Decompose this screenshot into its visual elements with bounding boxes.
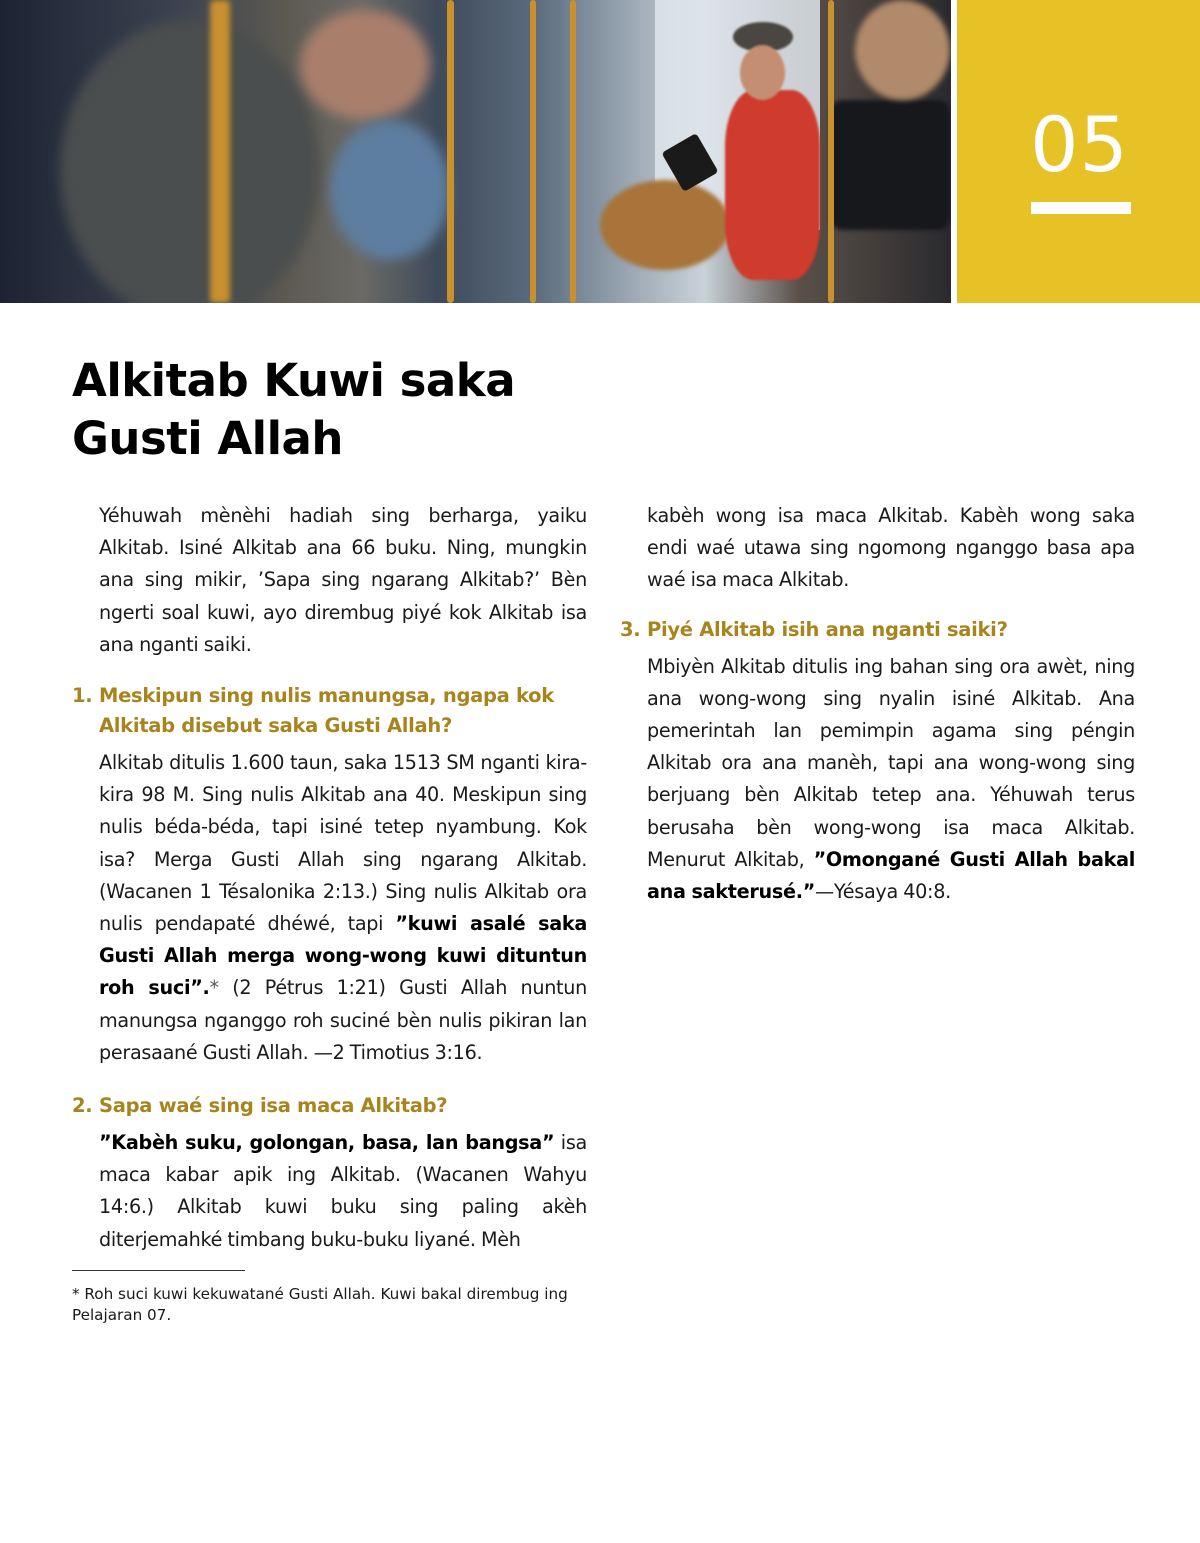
- hero-photo: [0, 0, 951, 303]
- question-text: Piyé Alkitab isih ana nganti saiki?: [647, 617, 1008, 641]
- question-text: Meskipun sing nulis manungsa, ngapa kok Alkitab disebut saka Gusti Allah?: [99, 684, 554, 738]
- photo-trousers: [600, 180, 730, 270]
- photo-standing-passenger: [855, 0, 950, 100]
- answer-2-continued: kabèh wong isa maca Alkitab. Kabèh wong saka endi waé utawa sing ngomong nganggo basa apa waé isa maca Alkitab.: [647, 504, 1135, 592]
- photo-pole: [530, 0, 536, 303]
- chapter-badge: [957, 0, 1200, 303]
- photo-pole: [210, 0, 230, 303]
- question-3: [620, 615, 1135, 645]
- footnote-block: [72, 1270, 592, 1326]
- answer-text: Mbiyèn Alkitab ditulis ing bahan sing ora awèt, ning ana wong-wong sing nyalin isiné Alkitab. Ana pemerintah lan pemimpin agama sing péngin Alkitab ora ana manèh, tapi ana wong-wong sing berjuang bèn Alkitab tetep ana. Yéhuwah terus berusaha bèn wong-wong isa maca Alkitab. Menurut Alkitab,: [647, 654, 1135, 871]
- answer-2-paragraph: [72, 1127, 587, 1256]
- scripture-quote: ”Omongané Gusti Allah bakal ana sakterusé.”: [647, 847, 1136, 904]
- question-2: [72, 1091, 587, 1121]
- photo-shirt: [330, 120, 450, 260]
- photo-blur-passenger: [60, 20, 320, 303]
- photo-red-jacket: [725, 90, 820, 280]
- page-title: Alkitab Kuwi saka Gusti Allah: [72, 354, 516, 465]
- chapter-number: 05: [1030, 100, 1129, 189]
- photo-pole: [447, 0, 454, 303]
- scripture-quote: ”Kabèh suku, golongan, basa, lan bangsa”: [99, 1131, 555, 1155]
- scripture-reference: —Yésaya 40:8.: [815, 880, 951, 904]
- question-number: 1.: [72, 684, 93, 708]
- footnote-divider: [72, 1270, 245, 1271]
- right-column: [620, 500, 1135, 908]
- footnote-marker[interactable]: *: [209, 976, 219, 1000]
- left-column: [72, 500, 587, 1326]
- question-number: 3.: [620, 617, 641, 641]
- answer-3-paragraph: [620, 651, 1135, 909]
- chapter-underline: [1031, 202, 1131, 214]
- answer-text: Alkitab ditulis 1.600 taun, saka 1513 SM nganti kira-kira 98 M. Sing nulis Alkitab ana 40. Meskipun sing nulis béda-béda, tapi isiné tetep nyambung. Kok isa? Merga Gusti Allah sing ngarang Alkitab. (Wacanen 1 Tésalonika 2:13.) Sing nulis Alkitab ora nulis pendapaté dhéwé, tapi: [99, 751, 587, 936]
- answer-1-paragraph: [72, 747, 587, 1069]
- question-number: 2.: [72, 1094, 93, 1118]
- photo-pole: [570, 0, 576, 303]
- photo-pole: [828, 0, 834, 303]
- intro-paragraph: Yéhuwah mènèhi hadiah sing berharga, yaiku Alkitab. Isiné Alkitab ana 66 buku. Ning, mungkin ana sing mikir, ’Sapa sing ngarang Alkitab?’ Bèn ngerti soal kuwi, ayo dirembug piyé kok Alkitab isa ana nganti saiki.: [99, 504, 587, 656]
- scripture-quote: ”kuwi asalé saka Gusti Allah merga wong-wong kuwi dituntun roh suci”.: [99, 912, 587, 1000]
- photo-handbag: [830, 100, 950, 230]
- answer-text: (2 Pétrus 1:21) Gusti Allah nuntun manungsa nganggo roh suciné bèn nulis pikiran lan perasaané Gusti Allah. —2 Timotius 3:16.: [99, 976, 587, 1064]
- question-1: [72, 681, 587, 741]
- answer-text: isa maca kabar apik ing Alkitab. (Wacanen Wahyu 14:6.) Alkitab kuwi buku sing paling akèh diterjemahké timbang buku-buku liyané. Mèh: [99, 1131, 587, 1251]
- question-text: Sapa waé sing isa maca Alkitab?: [99, 1094, 448, 1118]
- photo-sleeping-man-head: [300, 10, 430, 120]
- footnote: * Roh suci kuwi kekuwatané Gusti Allah. Kuwi bakal dirembug ing Pelajaran 07.: [72, 1284, 568, 1324]
- photo-face: [740, 45, 785, 100]
